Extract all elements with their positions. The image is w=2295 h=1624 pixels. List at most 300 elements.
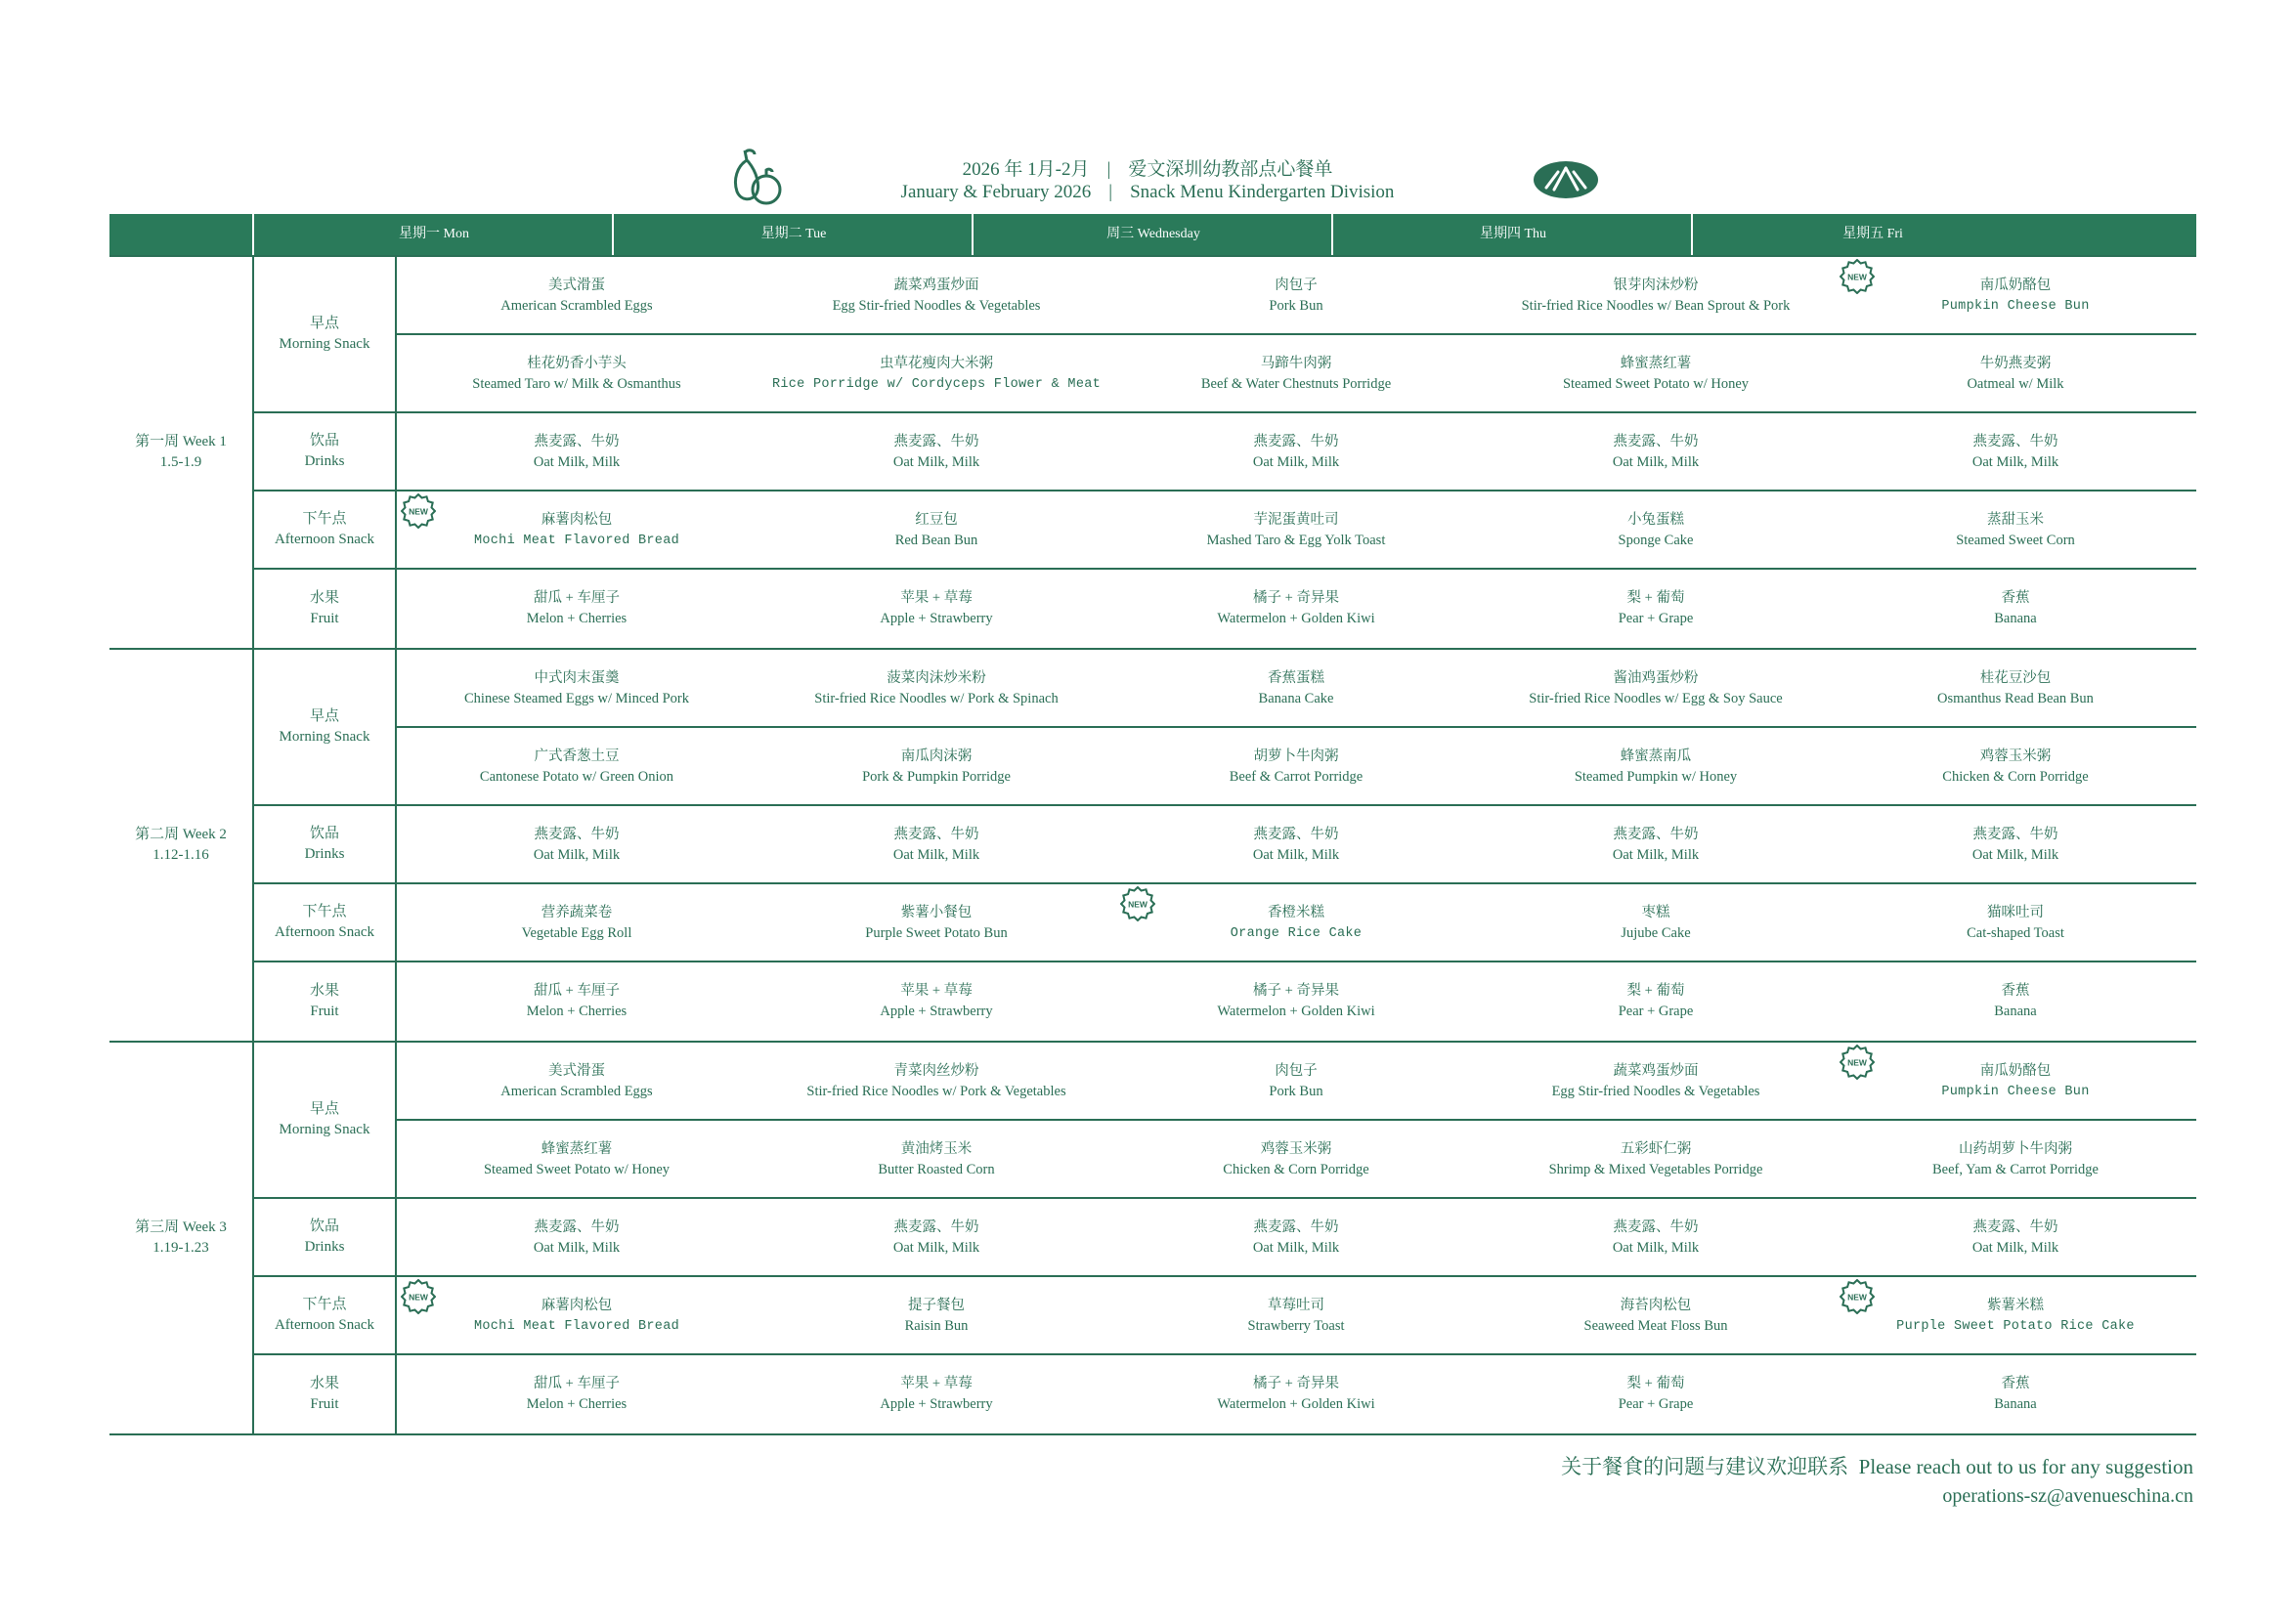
- header-corner-cell: [109, 214, 252, 255]
- week-label: [109, 257, 254, 648]
- new-badge-label: NEW: [1847, 272, 1867, 282]
- dish-name-en: Raisin Bun: [904, 1318, 969, 1334]
- dish-name-cn: 蔬菜鸡蛋炒面: [1613, 1063, 1699, 1079]
- dish-name-en: Oat Milk, Milk: [1971, 847, 2059, 863]
- dish-name-cn: 燕麦露、牛奶: [534, 434, 620, 449]
- dish-name-cn: 美式滑蛋: [548, 1063, 605, 1079]
- dish-name-en: Osmanthus Read Bean Bun: [1937, 691, 2094, 706]
- dish-name-cn: 燕麦露、牛奶: [1972, 434, 2058, 449]
- dish-name-en: Banana: [1994, 1004, 2037, 1019]
- slot-label-cn: 饮品: [309, 826, 339, 841]
- slot-label-cn: 下午点: [302, 1297, 347, 1312]
- day-header-mon: 星期一 Mon: [252, 214, 614, 255]
- menu-cell: [1116, 1355, 1476, 1433]
- week-label: [109, 1043, 254, 1433]
- new-badge-label: NEW: [409, 506, 428, 517]
- dish-name-cn: 小兔蛋糕: [1627, 512, 1684, 528]
- title-chinese: [0, 154, 2295, 181]
- slot-label-en: Afternoon Snack: [274, 1317, 375, 1333]
- menu-cell: [1116, 962, 1476, 1041]
- slot-morning: [254, 650, 2196, 806]
- menu-cell: [397, 1121, 757, 1199]
- dish-name-cn: 五彩虾仁粥: [1620, 1141, 1692, 1157]
- menu-cell: [1476, 413, 1836, 491]
- slot-label: [254, 1355, 397, 1433]
- menu-row: [397, 726, 2196, 806]
- menu-cell: [1116, 728, 1476, 806]
- dish-name-cn: 菠菜肉沫炒米粉: [887, 670, 986, 686]
- dish-name-cn: 麻薯肉松包: [541, 1298, 613, 1313]
- menu-cell: [1836, 650, 2195, 728]
- dish-name-cn: 香蕉: [2001, 590, 2030, 606]
- dish-name-cn: 红豆包: [915, 512, 958, 528]
- dish-name-cn: 燕麦露、牛奶: [1613, 1219, 1699, 1235]
- slot-morning: [254, 257, 2196, 413]
- dish-name-cn: 南瓜肉沫粥: [900, 748, 973, 764]
- slot-label-en: Afternoon Snack: [274, 924, 375, 940]
- slot-label-en: Morning Snack: [279, 336, 370, 352]
- day-header-wed: 周三 Wednesday: [972, 214, 1333, 255]
- dish-name-cn: 青菜肉丝炒粉: [893, 1063, 979, 1079]
- menu-cell: [1116, 335, 1476, 413]
- slot-label-cn: 下午点: [302, 904, 347, 919]
- dish-name-en: Oat Milk, Milk: [1971, 1240, 2059, 1256]
- week-block: [109, 1043, 2196, 1435]
- new-badge-label: NEW: [1847, 1057, 1867, 1068]
- menu-cell: [1836, 1043, 2195, 1121]
- slot-label-cn: 早点: [309, 708, 339, 724]
- footer-en: Please reach out to us for any suggestion: [1858, 1455, 2193, 1478]
- dish-name-cn: 酱油鸡蛋炒粉: [1613, 670, 1699, 686]
- fruit-logo-icon: [723, 147, 786, 209]
- slot-label: [254, 650, 397, 804]
- new-badge-icon: [1840, 259, 1875, 294]
- day-header-tue: 星期二 Tue: [612, 214, 974, 255]
- menu-cell: [1116, 491, 1476, 570]
- dish-name-cn: 广式香葱土豆: [534, 748, 620, 764]
- dish-name-en: Steamed Taro w/ Milk & Osmanthus: [472, 376, 681, 392]
- dish-name-cn: 蜂蜜蒸红薯: [541, 1141, 613, 1157]
- menu-cell: [1836, 1355, 2195, 1433]
- week-block: [109, 650, 2196, 1043]
- dish-name-cn: 海苔肉松包: [1620, 1298, 1692, 1313]
- slot-label-cn: 水果: [309, 1376, 339, 1391]
- dish-name-en: Cantonese Potato w/ Green Onion: [479, 769, 674, 785]
- dish-name-en: Oat Milk, Milk: [1252, 847, 1340, 863]
- dish-name-cn: 胡萝卜牛肉粥: [1253, 748, 1339, 764]
- menu-cell: [757, 806, 1116, 884]
- new-badge-icon: [1120, 886, 1155, 921]
- dish-name-en: Oat Milk, Milk: [1612, 847, 1700, 863]
- menu-cell: [1476, 1043, 1836, 1121]
- dish-name-en: Oat Milk, Milk: [1252, 1240, 1340, 1256]
- day-header-fri: 星期五 Fri: [1691, 214, 2053, 255]
- dish-name-cn: 香橙米糕: [1268, 905, 1324, 920]
- dish-name-en: Beef & Water Chestnuts Porridge: [1200, 376, 1392, 392]
- dish-name-cn: 南瓜奶酪包: [1979, 278, 2052, 293]
- dish-name-cn: 橘子 + 奇异果: [1253, 983, 1339, 999]
- dish-name-cn: 苹果 + 草莓: [900, 590, 973, 606]
- week-block: [109, 257, 2196, 650]
- menu-cell: [1116, 1043, 1476, 1121]
- dish-name-en: Rice Porridge w/ Cordyceps Flower & Meat: [771, 377, 1102, 392]
- dish-name-en: Apple + Strawberry: [880, 1396, 993, 1412]
- dish-name-en: Chicken & Corn Porridge: [1223, 1162, 1369, 1177]
- new-badge-icon: [1840, 1045, 1875, 1080]
- dish-name-cn: 枣糕: [1641, 905, 1670, 920]
- dish-name-cn: 燕麦露、牛奶: [1613, 434, 1699, 449]
- dish-name-cn: 马蹄牛肉粥: [1260, 356, 1332, 371]
- title-en-date: January & February 2026: [900, 182, 1092, 202]
- page-header: [0, 147, 2295, 225]
- dish-name-en: Pear + Grape: [1618, 1396, 1694, 1412]
- dish-name-en: Oat Milk, Milk: [1252, 454, 1340, 470]
- dish-name-cn: 橘子 + 奇异果: [1253, 590, 1339, 606]
- menu-cell: [1116, 1199, 1476, 1277]
- dish-name-en: Steamed Sweet Potato w/ Honey: [483, 1162, 671, 1177]
- slot-label: [254, 570, 397, 648]
- title-en-text: Snack Menu Kindergarten Division: [1130, 182, 1395, 202]
- dish-name-cn: 牛奶燕麦粥: [1979, 356, 2052, 371]
- menu-cell: [1476, 1355, 1836, 1433]
- slot-label-cn: 下午点: [302, 511, 347, 527]
- dish-name-cn: 梨 + 葡萄: [1626, 1376, 1685, 1391]
- dish-name-cn: 黄油烤玉米: [900, 1141, 973, 1157]
- dish-name-cn: 燕麦露、牛奶: [1972, 1219, 2058, 1235]
- dish-name-cn: 鸡蓉玉米粥: [1979, 748, 2052, 764]
- title-cn-separator: |: [1106, 159, 1111, 180]
- slot-label-en: Morning Snack: [279, 1122, 370, 1137]
- menu-cell: [1476, 570, 1836, 648]
- menu-cell: [1836, 257, 2195, 335]
- dish-name-en: Oat Milk, Milk: [1971, 454, 2059, 470]
- snack-menu-table: [109, 214, 2196, 1435]
- menu-cell: [757, 1121, 1116, 1199]
- dish-name-cn: 南瓜奶酪包: [1979, 1063, 2052, 1079]
- slot-label-en: Morning Snack: [279, 729, 370, 745]
- dish-name-en: Stir-fried Rice Noodles w/ Egg & Soy Sauce: [1529, 691, 1783, 706]
- slot-afternoon: [254, 491, 2196, 570]
- dish-name-en: Steamed Pumpkin w/ Honey: [1574, 769, 1738, 785]
- menu-cell: [757, 884, 1116, 962]
- dish-name-en: Stir-fried Rice Noodles w/ Bean Sprout & Pork: [1521, 298, 1791, 314]
- menu-cell: [757, 1277, 1116, 1355]
- day-header-thu: 星期四 Thu: [1331, 214, 1693, 255]
- weeks-container: [109, 255, 2196, 1435]
- slot-drinks: [254, 1199, 2196, 1277]
- slot-label: [254, 1199, 397, 1275]
- dish-name-cn: 紫薯小餐包: [900, 905, 973, 920]
- menu-row: [397, 1043, 2196, 1121]
- dish-name-cn: 燕麦露、牛奶: [893, 434, 979, 449]
- dish-name-cn: 苹果 + 草莓: [900, 983, 973, 999]
- dish-name-en: Pumpkin Cheese Bun: [1941, 1085, 2090, 1099]
- dish-name-cn: 营养蔬菜卷: [541, 905, 613, 920]
- dish-name-cn: 香蕉蛋糕: [1268, 670, 1324, 686]
- dish-name-cn: 桂花奶香小芋头: [527, 356, 627, 371]
- dish-name-en: Orange Rice Cake: [1230, 926, 1363, 941]
- dish-name-cn: 燕麦露、牛奶: [1972, 827, 2058, 842]
- slot-label-cn: 早点: [309, 316, 339, 331]
- menu-row: [397, 1199, 2196, 1277]
- menu-cell: [757, 1043, 1116, 1121]
- dish-name-en: Oat Milk, Milk: [1612, 1240, 1700, 1256]
- slot-drinks: [254, 413, 2196, 491]
- slot-label-en: Drinks: [304, 453, 345, 469]
- menu-cell: [1476, 1277, 1836, 1355]
- menu-cell: [1836, 491, 2195, 570]
- dish-name-cn: 橘子 + 奇异果: [1253, 1376, 1339, 1391]
- menu-cell: [1116, 884, 1476, 962]
- menu-cell: [1116, 1121, 1476, 1199]
- slot-label-en: Drinks: [304, 846, 345, 862]
- new-badge-icon: [1840, 1279, 1875, 1314]
- dish-name-cn: 银芽肉沫炒粉: [1613, 278, 1699, 293]
- dish-name-en: Watermelon + Golden Kiwi: [1217, 611, 1375, 626]
- menu-cell: [1116, 257, 1476, 335]
- dish-name-cn: 虫草花瘦肉大米粥: [880, 356, 993, 371]
- menu-cell: [397, 491, 757, 570]
- slot-fruit: [254, 962, 2196, 1041]
- dish-name-cn: 蔬菜鸡蛋炒面: [893, 278, 979, 293]
- menu-cell: [1836, 1121, 2195, 1199]
- dish-name-en: Oat Milk, Milk: [533, 847, 621, 863]
- slot-label-cn: 水果: [309, 590, 339, 606]
- menu-cell: [397, 728, 757, 806]
- dish-name-cn: 山药胡萝卜牛肉粥: [1959, 1141, 2072, 1157]
- menu-cell: [397, 335, 757, 413]
- dish-name-en: Stir-fried Rice Noodles w/ Pork & Spinach: [814, 691, 1059, 706]
- menu-row: [397, 333, 2196, 413]
- dish-name-cn: 蜂蜜蒸南瓜: [1620, 748, 1692, 764]
- page-footer: [1561, 1452, 2193, 1511]
- slot-label-cn: 饮品: [309, 1218, 339, 1234]
- slot-label: [254, 491, 397, 568]
- title-cn-date: 2026 年 1月-2月: [962, 159, 1090, 180]
- dish-name-en: Oat Milk, Milk: [533, 454, 621, 470]
- dish-name-en: Melon + Cherries: [526, 1004, 628, 1019]
- dish-name-en: Pork & Pumpkin Porridge: [862, 769, 1011, 785]
- menu-cell: [397, 1199, 757, 1277]
- slot-label: [254, 1043, 397, 1197]
- new-badge-label: NEW: [1128, 899, 1148, 910]
- new-badge-icon: [401, 493, 436, 529]
- dish-name-en: Chicken & Corn Porridge: [1942, 769, 2089, 785]
- dish-name-cn: 燕麦露、牛奶: [893, 827, 979, 842]
- menu-cell: [1476, 257, 1836, 335]
- dish-name-cn: 提子餐包: [908, 1298, 965, 1313]
- dish-name-en: Oat Milk, Milk: [1612, 454, 1700, 470]
- dish-name-en: Egg Stir-fried Noodles & Vegetables: [832, 298, 1041, 314]
- dish-name-en: Oat Milk, Milk: [533, 1240, 621, 1256]
- dish-name-en: Pear + Grape: [1618, 1004, 1694, 1019]
- menu-cell: [397, 257, 757, 335]
- dish-name-en: Steamed Sweet Potato w/ Honey: [1562, 376, 1750, 392]
- menu-cell: [1836, 728, 2195, 806]
- menu-cell: [397, 413, 757, 491]
- footer-cn: 关于餐食的问题与建议欢迎联系: [1561, 1455, 1849, 1478]
- menu-cell: [397, 962, 757, 1041]
- dish-name-cn: 中式肉末蛋羹: [534, 670, 620, 686]
- title-english: [0, 182, 2295, 203]
- slot-label: [254, 257, 397, 411]
- menu-row: [397, 1355, 2196, 1433]
- dish-name-en: Banana: [1994, 611, 2037, 626]
- menu-cell: [1476, 962, 1836, 1041]
- menu-cell: [1836, 570, 2195, 648]
- week-dates: 1.12-1.16: [152, 847, 209, 863]
- menu-row: [397, 1119, 2196, 1199]
- dish-name-en: Watermelon + Golden Kiwi: [1217, 1396, 1375, 1412]
- dish-name-cn: 燕麦露、牛奶: [1253, 1219, 1339, 1235]
- dish-name-cn: 燕麦露、牛奶: [534, 827, 620, 842]
- slot-label-en: Drinks: [304, 1239, 345, 1255]
- dish-name-en: Oat Milk, Milk: [892, 454, 980, 470]
- dish-name-en: Pumpkin Cheese Bun: [1941, 299, 2090, 314]
- dish-name-cn: 桂花豆沙包: [1979, 670, 2052, 686]
- menu-cell: [757, 257, 1116, 335]
- menu-cell: [1836, 806, 2195, 884]
- menu-cell: [757, 650, 1116, 728]
- slot-label: [254, 884, 397, 961]
- dish-name-cn: 草莓吐司: [1268, 1298, 1324, 1313]
- slot-label-cn: 早点: [309, 1101, 339, 1117]
- slot-label-en: Fruit: [310, 1004, 339, 1019]
- slot-afternoon: [254, 1277, 2196, 1355]
- footer-contact-line: [1561, 1452, 2193, 1481]
- dish-name-cn: 甜瓜 + 车厘子: [534, 1376, 620, 1391]
- menu-cell: [757, 491, 1116, 570]
- dish-name-en: Melon + Cherries: [526, 611, 628, 626]
- table-header-row: [109, 214, 2196, 255]
- dish-name-en: Watermelon + Golden Kiwi: [1217, 1004, 1375, 1019]
- menu-cell: [1836, 413, 2195, 491]
- slot-label-en: Afternoon Snack: [274, 532, 375, 547]
- dish-name-en: Mochi Meat Flavored Bread: [473, 534, 680, 548]
- new-badge-icon: [401, 1279, 436, 1314]
- menu-cell: [1116, 413, 1476, 491]
- dish-name-en: Beef, Yam & Carrot Porridge: [1932, 1162, 2099, 1177]
- slot-morning: [254, 1043, 2196, 1199]
- dish-name-en: Purple Sweet Potato Rice Cake: [1896, 1319, 2135, 1334]
- menu-cell: [397, 650, 757, 728]
- dish-name-en: Stir-fried Rice Noodles w/ Pork & Vegetables: [806, 1084, 1066, 1099]
- menu-cell: [1476, 728, 1836, 806]
- dish-name-cn: 鸡蓉玉米粥: [1260, 1141, 1332, 1157]
- dish-name-en: Steamed Sweet Corn: [1956, 533, 2075, 548]
- menu-cell: [757, 1199, 1116, 1277]
- menu-cell: [1476, 884, 1836, 962]
- slot-label: [254, 806, 397, 882]
- title-en-separator: |: [1108, 182, 1113, 202]
- dish-name-cn: 燕麦露、牛奶: [893, 1219, 979, 1235]
- bread-logo-icon: [1531, 154, 1601, 201]
- new-badge-label: NEW: [1847, 1292, 1867, 1303]
- dish-name-cn: 燕麦露、牛奶: [1253, 827, 1339, 842]
- menu-cell: [397, 570, 757, 648]
- slot-fruit: [254, 570, 2196, 648]
- dish-name-en: American Scrambled Eggs: [500, 1084, 653, 1099]
- dish-name-en: American Scrambled Eggs: [500, 298, 653, 314]
- menu-cell: [397, 884, 757, 962]
- menu-row: [397, 491, 2196, 570]
- dish-name-en: Pork Bun: [1269, 1084, 1323, 1099]
- dish-name-en: Oatmeal w/ Milk: [1967, 376, 2064, 392]
- dish-name-en: Apple + Strawberry: [880, 611, 993, 626]
- menu-cell: [1476, 1121, 1836, 1199]
- dish-name-en: Banana: [1994, 1396, 2037, 1412]
- menu-row: [397, 570, 2196, 648]
- week-title: 第一周 Week 1: [135, 434, 227, 449]
- menu-cell: [1476, 491, 1836, 570]
- dish-name-cn: 燕麦露、牛奶: [534, 1219, 620, 1235]
- menu-row: [397, 962, 2196, 1041]
- menu-cell: [757, 570, 1116, 648]
- menu-cell: [397, 1043, 757, 1121]
- dish-name-cn: 甜瓜 + 车厘子: [534, 590, 620, 606]
- dish-name-en: Vegetable Egg Roll: [521, 925, 632, 941]
- dish-name-cn: 美式滑蛋: [548, 278, 605, 293]
- menu-cell: [1476, 1199, 1836, 1277]
- dish-name-en: Sponge Cake: [1618, 533, 1694, 548]
- dish-name-en: Mashed Taro & Egg Yolk Toast: [1206, 533, 1386, 548]
- menu-cell: [1116, 650, 1476, 728]
- menu-cell: [1836, 1277, 2195, 1355]
- week-label: [109, 650, 254, 1041]
- footer-email-link[interactable]: operations-sz@avenueschina.cn: [1942, 1485, 2193, 1507]
- slot-label: [254, 962, 397, 1041]
- menu-cell: [1476, 335, 1836, 413]
- dish-name-en: Chinese Steamed Eggs w/ Minced Pork: [464, 691, 689, 706]
- dish-name-en: Butter Roasted Corn: [878, 1162, 995, 1177]
- dish-name-cn: 燕麦露、牛奶: [1613, 827, 1699, 842]
- menu-row: [397, 884, 2196, 962]
- slot-afternoon: [254, 884, 2196, 962]
- dish-name-en: Egg Stir-fried Noodles & Vegetables: [1551, 1084, 1760, 1099]
- dish-name-cn: 梨 + 葡萄: [1626, 983, 1685, 999]
- menu-cell: [1836, 884, 2195, 962]
- dish-name-en: Cat-shaped Toast: [1967, 925, 2064, 941]
- week-dates: 1.19-1.23: [152, 1240, 209, 1256]
- dish-name-en: Melon + Cherries: [526, 1396, 628, 1412]
- menu-cell: [1116, 1277, 1476, 1355]
- dish-name-cn: 燕麦露、牛奶: [1253, 434, 1339, 449]
- dish-name-en: Oat Milk, Milk: [892, 847, 980, 863]
- dish-name-cn: 肉包子: [1275, 278, 1318, 293]
- menu-cell: [397, 1355, 757, 1433]
- dish-name-cn: 苹果 + 草莓: [900, 1376, 973, 1391]
- menu-cell: [757, 962, 1116, 1041]
- menu-cell: [1836, 1199, 2195, 1277]
- week-dates: 1.5-1.9: [159, 454, 202, 470]
- dish-name-cn: 甜瓜 + 车厘子: [534, 983, 620, 999]
- slot-label-en: Fruit: [310, 611, 339, 626]
- menu-cell: [757, 728, 1116, 806]
- menu-cell: [1476, 806, 1836, 884]
- dish-name-en: Strawberry Toast: [1247, 1318, 1345, 1334]
- menu-cell: [1836, 962, 2195, 1041]
- dish-name-cn: 麻薯肉松包: [541, 512, 613, 528]
- week-title: 第二周 Week 2: [135, 827, 227, 842]
- menu-row: [397, 650, 2196, 728]
- menu-cell: [397, 806, 757, 884]
- slot-label-cn: 水果: [309, 983, 339, 999]
- slot-label: [254, 1277, 397, 1353]
- slot-label-cn: 饮品: [309, 433, 339, 449]
- menu-cell: [757, 413, 1116, 491]
- dish-name-en: Oat Milk, Milk: [892, 1240, 980, 1256]
- dish-name-cn: 肉包子: [1275, 1063, 1318, 1079]
